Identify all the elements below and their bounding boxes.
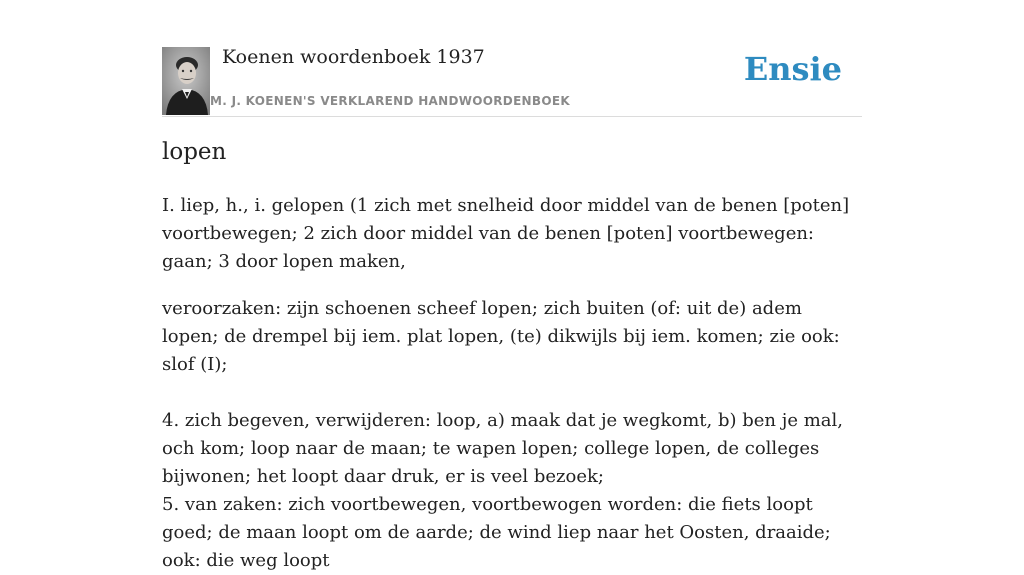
site-title[interactable]: Koenen woordenboek 1937 bbox=[222, 46, 485, 68]
portrait-photo-icon bbox=[162, 47, 210, 115]
entry-content bbox=[162, 192, 862, 575]
entry-paragraph: veroorzaken: zijn schoenen scheef lopen; zich buiten (of: uit de) adem lopen; de drempel bij iem. plat lopen, (te) dikwijls bij iem. komen; zie ook: slof (I); bbox=[162, 298, 840, 375]
site-subtitle: M. J. KOENEN'S VERKLAREND HANDWOORDENBOEK bbox=[210, 94, 570, 108]
site-header bbox=[162, 46, 862, 117]
entry-title: lopen bbox=[162, 139, 227, 165]
entry-paragraph: 5. van zaken: zich voortbewegen, voortbewogen worden: die fiets loopt goed; de maan loopt om de aarde; de wind liep naar het Oosten, draaide; ook: die weg loopt bbox=[162, 494, 831, 571]
entry-paragraph: I. liep, h., i. gelopen (1 zich met snelheid door middel van de benen [poten] voortbewegen; 2 zich door middel van de benen [poten] voortbewegen: gaan; 3 door lopen maken, bbox=[162, 195, 850, 272]
ensie-logo-link[interactable]: Ensie bbox=[743, 50, 842, 88]
author-portrait[interactable] bbox=[162, 47, 210, 115]
entry-paragraph: 4. zich begeven, verwijderen: loop, a) maak dat je wegkomt, b) ben je mal, och kom; loop naar de maan; te wapen lopen; college lopen, de colleges bijwonen; het loopt daar druk, er is veel bezoek; bbox=[162, 410, 843, 487]
